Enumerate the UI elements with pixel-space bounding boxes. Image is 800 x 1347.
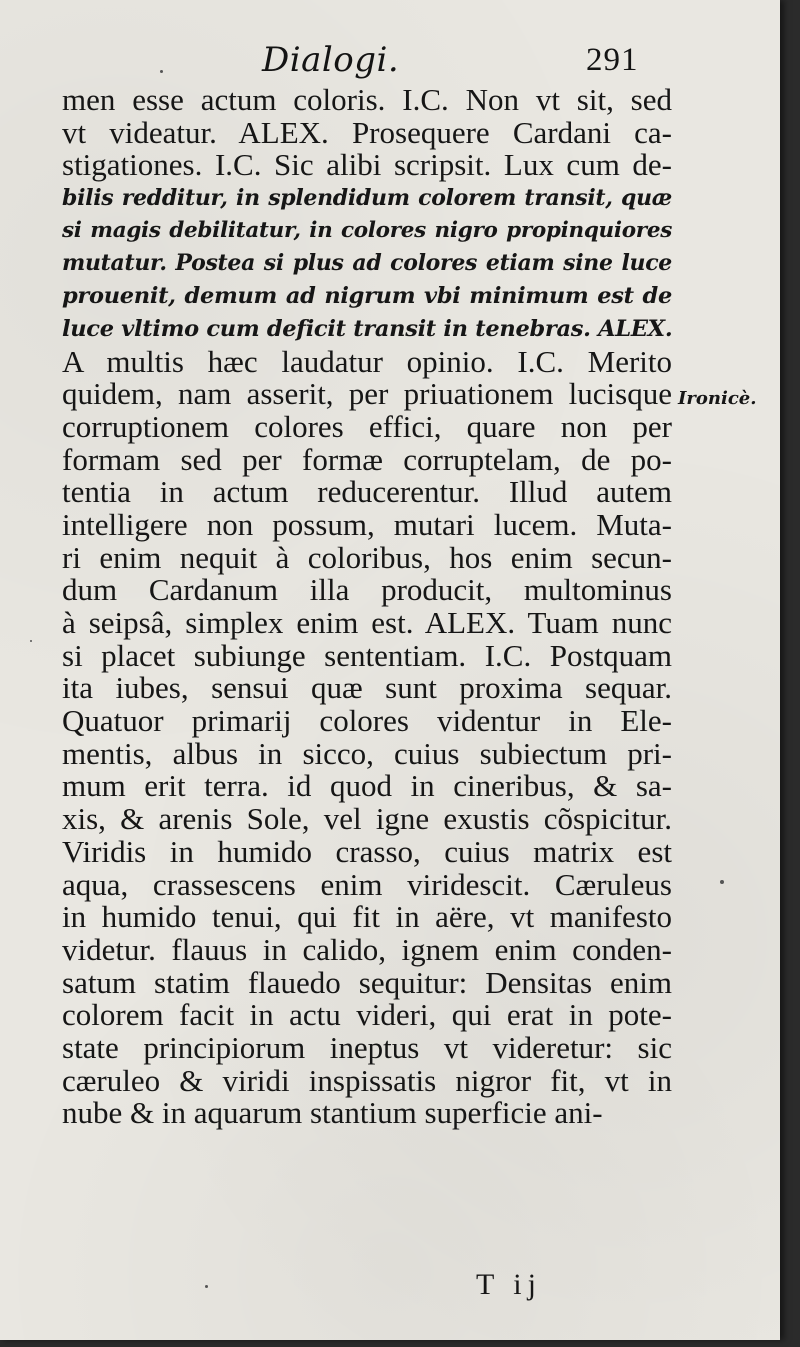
text-line: satum statim flauedo sequitur: Densitas enim: [62, 964, 672, 1000]
running-title: Dialogi.: [262, 40, 400, 80]
text-line: videtur. flauus in calido, ignem enim conden-: [62, 931, 672, 967]
text-line: corruptionem colores effici, quare non per: [62, 408, 672, 444]
text-line: mentis, albus in sicco, cuius subiectum pri-: [62, 735, 672, 771]
text-line: colorem facit in actu videri, qui erat in pote-: [62, 997, 672, 1033]
text-line: A multis hæc laudatur opinio. I.C. Merito: [62, 343, 672, 379]
text-line: men esse actum coloris. I.C. Non vt sit, sed: [62, 82, 672, 117]
text-line: mum erit terra. id quod in cineribus, & sa-: [62, 768, 672, 804]
text-line: si placet subiunge sententiam. I.C. Postquam: [62, 637, 672, 673]
text-line: Viridis in humido crasso, cuius matrix est: [62, 833, 672, 869]
text-line: formam sed per formæ corruptelam, de po-: [62, 441, 672, 477]
text-line: dum Cardanum illa producit, multominus: [62, 572, 672, 608]
text-line: ita iubes, sensui quæ sunt proxima sequar.: [62, 670, 672, 706]
page-number: 291: [586, 42, 639, 78]
text-line: in humido tenui, qui fit in aëre, vt manifesto: [62, 899, 672, 935]
text-line: vt videatur. ALEX. Prosequere Cardani ca-: [62, 114, 672, 150]
paper-speck: [160, 70, 163, 73]
text-line: luce vltimo cum deficit transit in tenebras. ALEX.: [62, 315, 673, 342]
text-line: mutatur. Postea si plus ad colores etiam sine luce: [62, 250, 672, 277]
text-line: xis, & arenis Sole, vel igne exustis cõspicitur.: [62, 801, 672, 837]
margin-note: Ironicè.: [678, 388, 757, 409]
text-line: intelligere non possum, mutari lucem. Muta-: [62, 506, 672, 542]
text-line: stigationes. I.C. Sic alibi scripsit. Lux cum de-: [62, 147, 672, 183]
text-line: Quatuor primarij colores videntur in Ele-: [62, 703, 672, 739]
text-line: nube & in aquarum stantium superficie ani-: [62, 1095, 603, 1131]
text-line: tentia in actum reducerentur. Illud autem: [62, 474, 672, 510]
signature-mark: T ij: [476, 1268, 542, 1301]
text-line: prouenit, demum ad nigrum vbi minimum est de: [62, 283, 672, 310]
paper-speck: [30, 640, 32, 642]
text-line: si magis debilitatur, in colores nigro propinquiores: [62, 217, 672, 243]
running-head: [0, 40, 690, 86]
text-line: bilis redditur, in splendidum colorem transit, quæ: [62, 185, 672, 212]
text-line: aqua, crassescens enim viridescit. Cæruleus: [62, 866, 672, 902]
text-line: state principiorum ineptus vt videretur: sic: [62, 1029, 672, 1065]
body-text: [62, 84, 672, 1130]
text-line: à seipsâ, simplex enim est. ALEX. Tuam nunc: [62, 605, 672, 640]
text-line: cæruleo & viridi inspissatis nigror fit, vt in: [62, 1062, 672, 1098]
text-line: ri enim nequit à coloribus, hos enim secun-: [62, 539, 672, 575]
paper-speck: [720, 880, 724, 884]
paper-speck: [205, 1285, 208, 1288]
text-line: quidem, nam asserit, per priuationem lucisque: [62, 376, 672, 412]
